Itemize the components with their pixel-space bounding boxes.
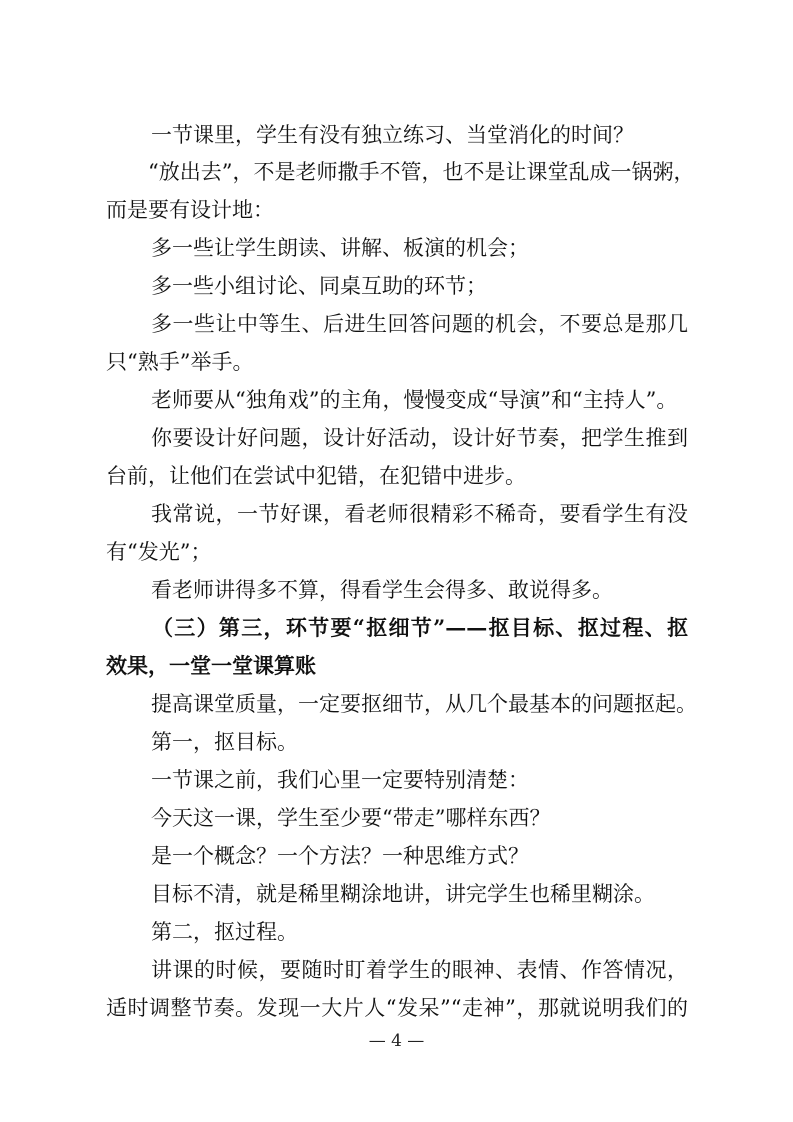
section-heading-line: （三）第三，环节要“抠细节”——抠目标、抠过程、抠 <box>152 615 688 640</box>
paragraph-line: 第一，抠目标。 <box>151 730 298 754</box>
section-heading-line: 效果，一堂一堂课算账 <box>106 653 316 678</box>
paragraph-line: 我常说，一节好课，看老师很精彩不稀奇，要看学生有没 <box>151 502 688 526</box>
paragraph-line: 是一个概念？一个方法？一种思维方式？ <box>151 844 529 868</box>
paragraph-line: 讲课的时候，要随时盯着学生的眼神、表情、作答情况， <box>151 958 688 982</box>
paragraph-line: 一节课里，学生有没有独立练习、当堂消化的时间？ <box>151 123 634 147</box>
paragraph-line: 第二，抠过程。 <box>151 920 298 944</box>
paragraph-line: 只“熟手”举手。 <box>106 350 254 374</box>
paragraph-line: 目标不清，就是稀里糊涂地讲，讲完学生也稀里糊涂。 <box>151 882 655 906</box>
paragraph-line: 提高课堂质量，一定要抠细节，从几个最基本的问题抠起。 <box>151 692 697 716</box>
paragraph-line: “放出去”，不是老师撒手不管，也不是让课堂乱成一锅粥， <box>148 160 695 184</box>
paragraph-line: 一节课之前，我们心里一定要特别清楚： <box>151 768 529 792</box>
paragraph-line: 台前，让他们在尝试中犯错，在犯错中进步。 <box>106 464 526 488</box>
paragraph-line: 而是要有设计地： <box>106 198 274 222</box>
paragraph-line: 老师要从“独角戏”的主角，慢慢变成“导演”和“主持人”。 <box>151 388 678 412</box>
paragraph-line: 适时调整节奏。发现一大片人“发呆”“走神”，那就说明我们的 <box>106 996 688 1020</box>
paragraph-line: 多一些让中等生、后进生回答问题的机会，不要总是那几 <box>151 312 688 336</box>
page-number: — 4 — <box>368 1031 425 1051</box>
paragraph-line: 看老师讲得多不算，得看学生会得多、敢说得多。 <box>151 578 613 602</box>
paragraph-line: 多一些小组讨论、同桌互助的环节； <box>151 274 487 298</box>
paragraph-line: 今天这一课，学生至少要“带走”哪样东西？ <box>151 806 551 830</box>
paragraph-line: 有“发光”； <box>106 540 212 564</box>
paragraph-line: 多一些让学生朗读、讲解、板演的机会； <box>151 236 529 260</box>
paragraph-line: 你要设计好问题，设计好活动，设计好节奏，把学生推到 <box>151 426 688 450</box>
